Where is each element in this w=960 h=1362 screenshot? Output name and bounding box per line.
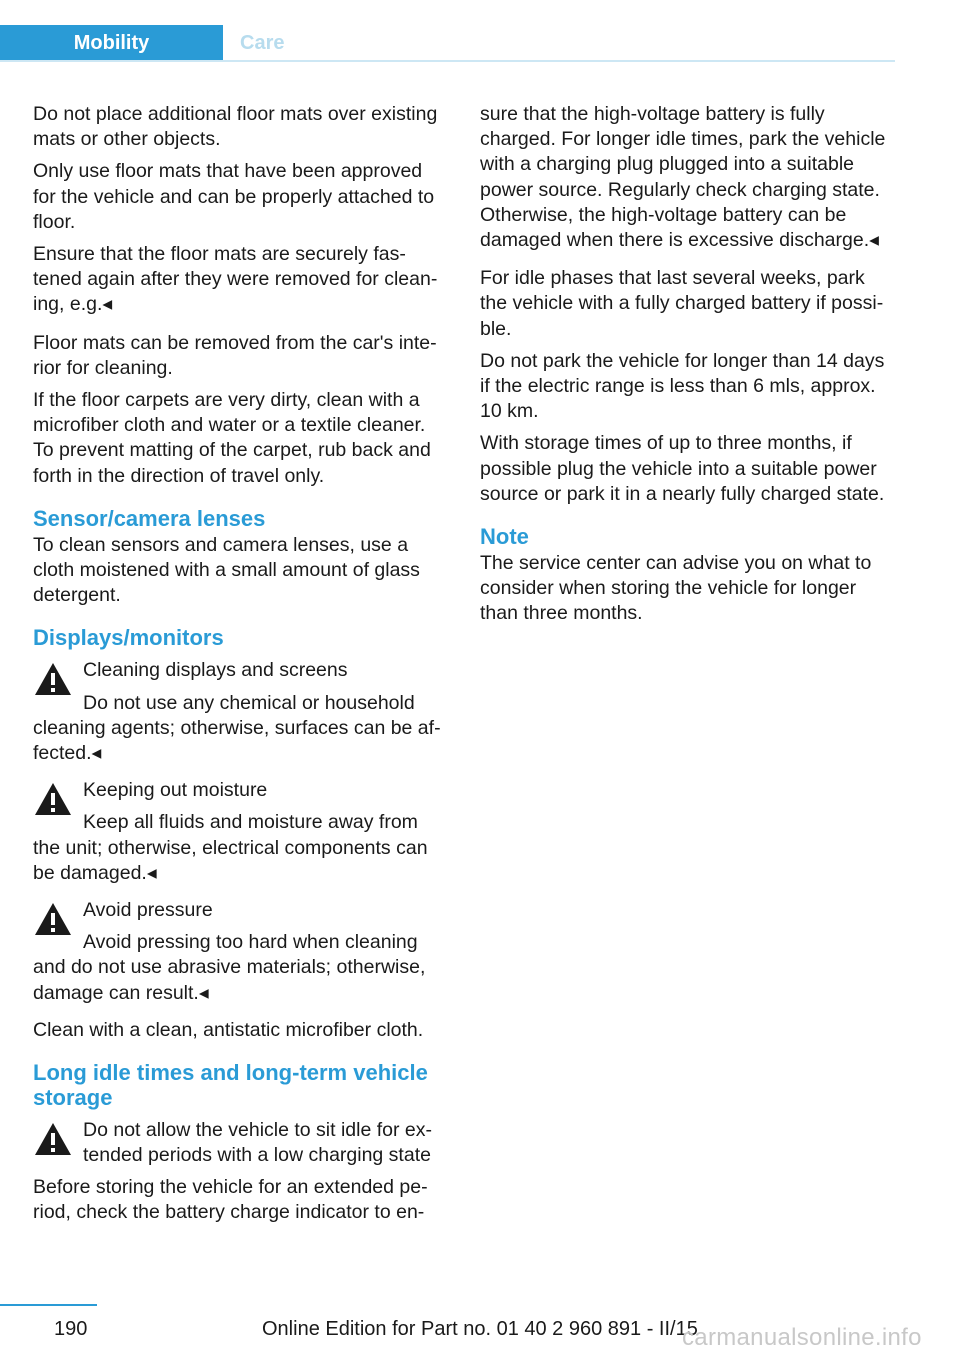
paragraph: Do not park the vehicle for longer than 14 days if the electric range is less than 6 mls, approx. 10 km.	[480, 349, 885, 423]
section-heading-displays: Displays/monitors	[33, 625, 224, 651]
warning-body: Keep all fluids and moisture away from the unit; otherwise, electrical components can be damaged.◂	[33, 811, 428, 884]
warning-title: Cleaning displays and screens	[83, 659, 348, 682]
footer-divider	[0, 1304, 97, 1306]
paragraph: To clean sensors and camera lenses, use a cloth moistened with a small amount of glass detergent.	[33, 533, 420, 607]
paragraph: For idle phases that last several weeks, park the vehicle with a fully charged battery if possi‐ble.	[480, 267, 884, 340]
paragraph: Do not place additional floor mats over existing mats or other objects.	[33, 103, 438, 151]
header-divider	[0, 60, 895, 62]
warning-title: Avoid pressure	[83, 899, 213, 922]
paragraph: Before storing the vehicle for an extended pe‐riod, check the battery charge indicator to en‐	[33, 1175, 428, 1223]
warning-body: Avoid pressing too hard when cleaning and do not use abrasive materials; otherwise, damage can result.◂	[33, 931, 426, 1004]
paragraph: Only use floor mats that have been approved for the vehicle and can be properly attached to floor.	[33, 160, 435, 233]
edition-text: Online Edition for Part no. 01 40 2 960 891 - II/15	[262, 1318, 698, 1340]
paragraph: If the floor carpets are very dirty, clean with a microfiber cloth and water or a textile cleaner. To prevent matting of the carpet, rub back and forth in the direction of travel only.	[33, 389, 431, 487]
paragraph: sure that the high-voltage battery is fully charged. For longer idle times, park the vehicle with a charging plug plugged into a suitable power source. Regularly check charging state. Otherwise, the high-voltage battery can be damaged when there is excessive discharge.◂	[480, 103, 886, 252]
warning-block	[33, 778, 448, 886]
paragraph: Clean with a clean, antistatic microfiber cloth.	[33, 1018, 424, 1041]
watermark: carmanualsonline.info	[682, 1324, 922, 1351]
paragraph: Ensure that the floor mats are securely fas‐tened again after they were removed for clean‐ing, e.g.◂	[33, 243, 438, 316]
warning-block	[33, 658, 448, 766]
tab-mobility[interactable]: Mobility	[0, 25, 223, 62]
left-column	[33, 102, 448, 1232]
section-heading-storage: Long idle times and long-term vehicle storage	[33, 1060, 428, 1111]
tab-care[interactable]: Care	[240, 32, 285, 54]
warning-icon	[33, 781, 73, 817]
paragraph: Floor mats can be removed from the car's inte‐rior for cleaning.	[33, 331, 437, 379]
paragraph: With storage times of up to three months, if possible plug the vehicle into a suitable power source or park it in a nearly fully charged state.	[480, 432, 885, 505]
page-number: 190	[54, 1318, 88, 1340]
section-heading-sensor: Sensor/camera lenses	[33, 505, 266, 531]
warning-title: Keeping out moisture	[83, 779, 268, 802]
warning-title: Do not allow the vehicle to sit idle for ex‐tended periods with a low charging state	[83, 1119, 433, 1167]
right-column	[480, 102, 895, 634]
warning-icon	[33, 1121, 73, 1157]
paragraph: The service center can advise you on what to consider when storing the vehicle for longer than three months.	[480, 552, 872, 625]
warning-icon	[33, 901, 73, 937]
warning-block	[33, 1118, 448, 1168]
warning-body: Do not use any chemical or household cleaning agents; otherwise, surfaces can be af‐fected.◂	[33, 691, 441, 765]
section-heading-note: Note	[480, 524, 529, 550]
warning-icon	[33, 661, 73, 697]
warning-block	[33, 898, 448, 1006]
